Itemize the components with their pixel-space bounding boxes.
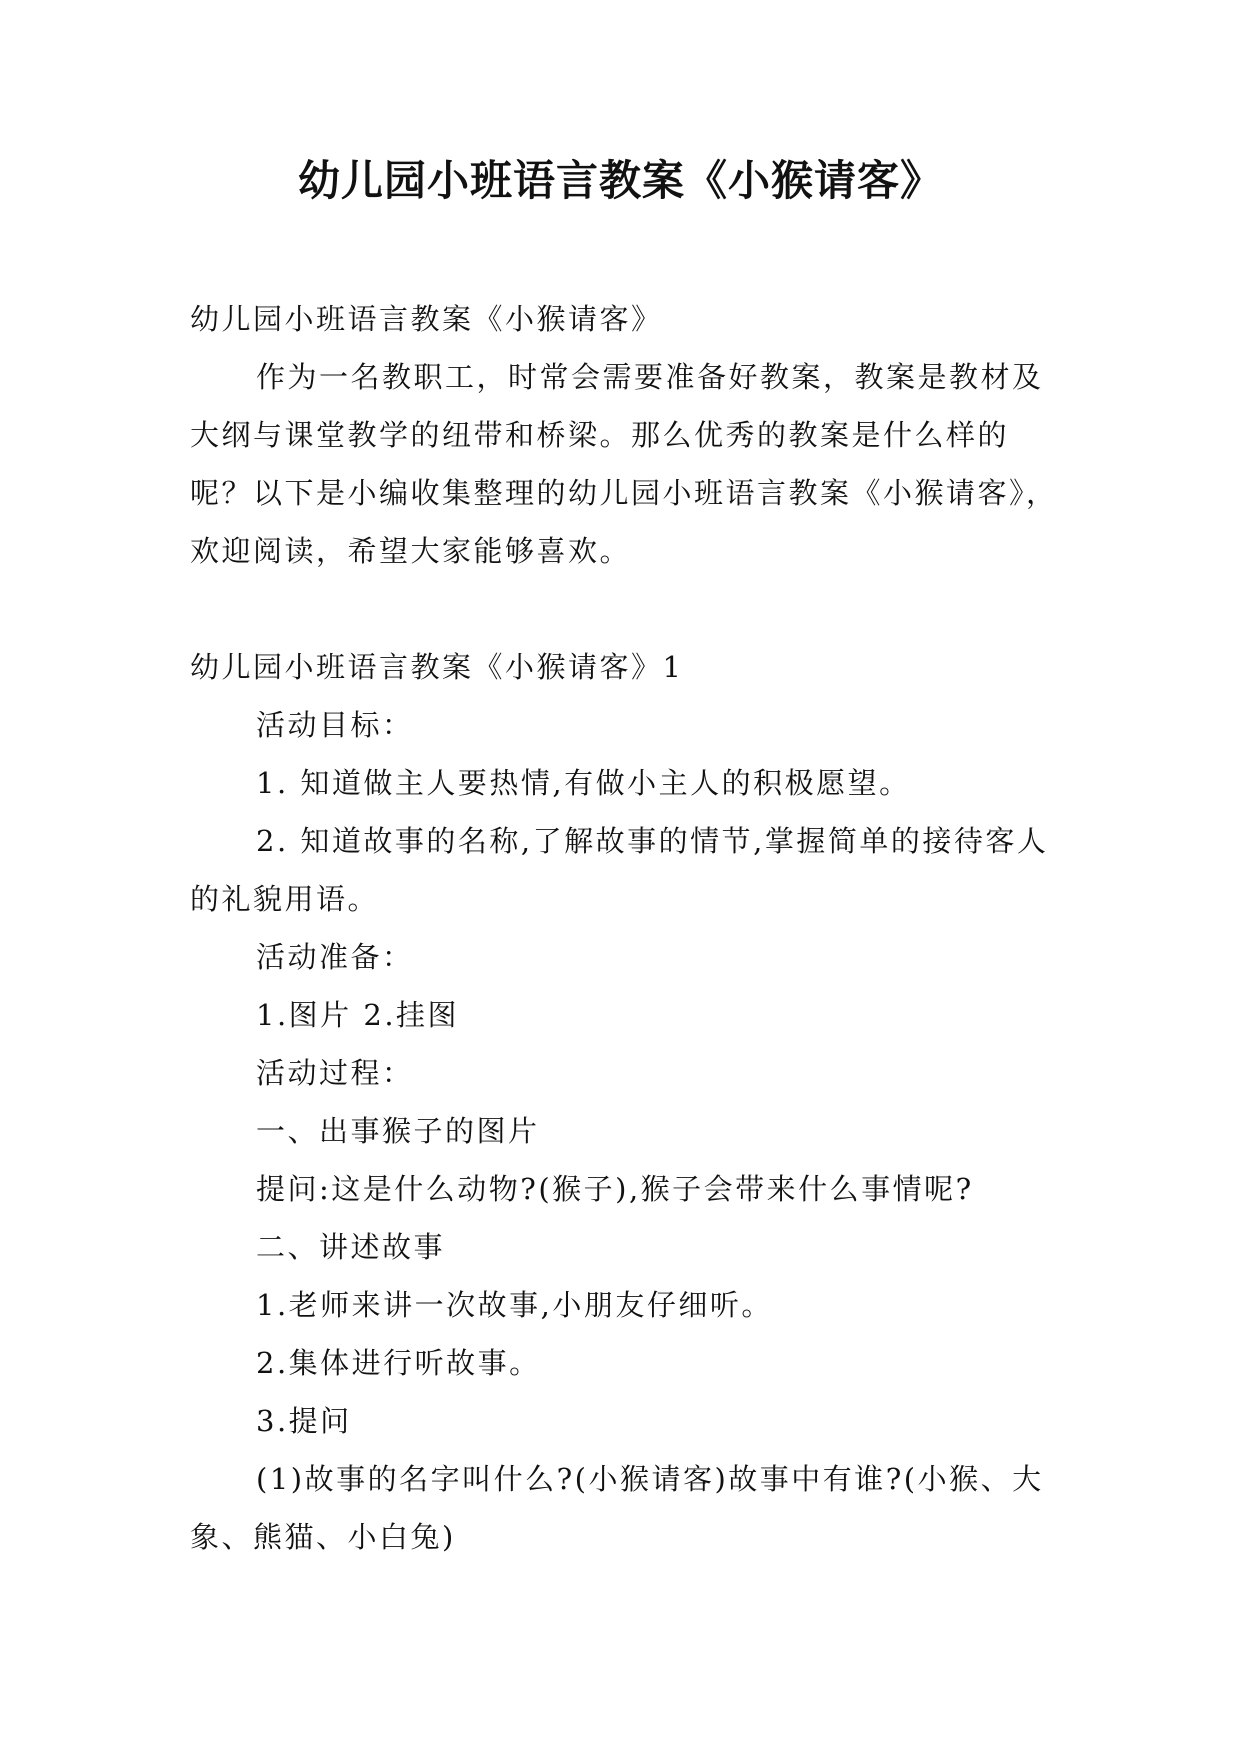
- paragraph: 1. 知道做主人要热情,有做小主人的积极愿望。: [256, 766, 911, 800]
- paragraph: 1.图片 2.挂图: [256, 998, 460, 1032]
- paragraph: (1)故事的名字叫什么?(小猴请客)故事中有谁?(小猴、大象、熊猫、小白兔): [190, 1462, 1044, 1554]
- intro-paragraph: 作为一名教职工，时常会需要准备好教案，教案是教材及大纲与课堂教学的纽带和桥梁。那么优秀的教案是什么样的呢？以下是小编收集整理的幼儿园小班语言教案《小猴请客》，欢迎阅读，希望大家能够喜欢。: [190, 360, 1058, 568]
- paragraph: 1.老师来讲一次故事,小朋友仔细听。: [256, 1288, 773, 1322]
- paragraph: 活动过程：: [256, 1056, 414, 1090]
- subtitle: 幼儿园小班语言教案《小猴请客》: [190, 302, 663, 336]
- section-heading: 幼儿园小班语言教案《小猴请客》1: [190, 650, 684, 684]
- paragraph: 一、出事猴子的图片: [256, 1114, 540, 1148]
- paragraph: 活动目标：: [256, 708, 414, 742]
- paragraph: 提问:这是什么动物?(猴子),猴子会带来什么事情呢?: [256, 1172, 974, 1206]
- paragraph: 2. 知道故事的名称,了解故事的情节,掌握简单的接待客人的礼貌用语。: [190, 824, 1049, 916]
- paragraph: 二、讲述故事: [256, 1230, 446, 1264]
- paragraph: 2.集体进行听故事。: [256, 1346, 541, 1380]
- paragraph: 活动准备：: [256, 940, 414, 974]
- document-body: [190, 290, 1060, 1566]
- paragraph-gap: [190, 580, 1060, 638]
- paragraph: 3.提问: [256, 1404, 352, 1438]
- document-title: 幼儿园小班语言教案《小猴请客》: [297, 156, 943, 205]
